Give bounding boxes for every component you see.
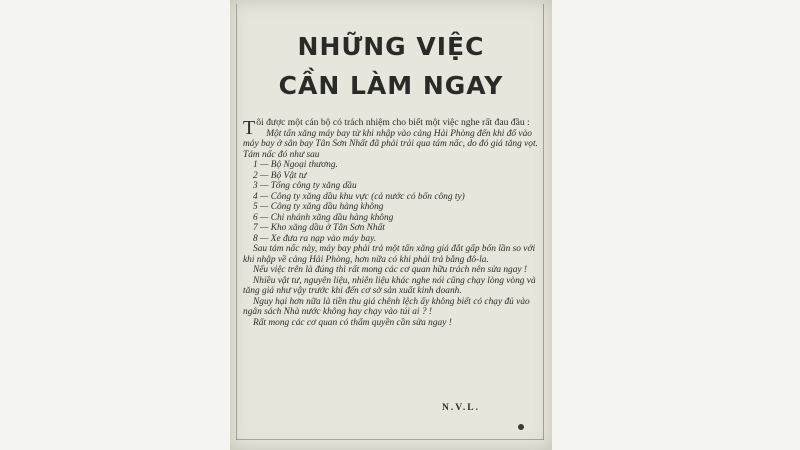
drop-cap: T: [243, 117, 256, 139]
step-item: 2 — Bộ Vật tư: [253, 170, 307, 181]
intro-text: ôi được một cán bộ có trách nhiệm cho biết một việc nghe rất đau đầu :: [256, 117, 530, 128]
paragraph-1: Một tấn xăng máy bay từ khi nhập vào cảng Hải Phòng đến khi đổ vào máy bay ở sân bay Tân Sơn Nhất đã phải trải qua tám nấc, do đó giá tăng vọt. Tám nấc đó như sau: [243, 128, 538, 160]
step-item: 1 — Bộ Ngoại thương.: [253, 160, 338, 170]
article-body: [243, 118, 538, 328]
ink-dot: [518, 424, 524, 430]
step-item: 8 — Xe đưa ra nạp vào máy bay.: [253, 233, 377, 244]
step-item: 3 — Tổng công ty xăng dầu: [253, 181, 357, 191]
author-signature: N.V.L.: [442, 403, 480, 413]
paragraph-5: Nguy hại hơn nữa là tiền thu giá chênh lệch ấy không biết có chạy đủ vào ngân sách Nhà nước không hay chạy vào túi ai ? !: [243, 296, 530, 317]
step-item: 6 — Chi nhánh xăng dầu hàng không: [253, 212, 394, 223]
paragraph-2: Sau tám nấc này, máy bay phải trả một tấn xăng giá đắt gấp bốn lần so với khi nhập về cảng Hải Phòng, hơn nữa có khi phải trả bằng đô-la.: [243, 244, 536, 265]
step-item: 5 — Công ty xăng dầu hàng không: [253, 202, 384, 212]
step-item: 7 — Kho xăng dầu ở Tân Sơn Nhất: [253, 223, 385, 233]
paragraph-3: Nếu việc trên là đúng thì rất mong các cơ quan hữu trách nên sửa ngay !: [253, 265, 528, 275]
newspaper-clipping: [230, 0, 552, 450]
bottom-border-rule: [236, 439, 544, 440]
steps-list: [243, 160, 538, 244]
headline-line-1: NHỮNG VIỆC: [297, 32, 485, 61]
left-border-rule: [236, 4, 237, 440]
intro-paragraph: [243, 117, 538, 139]
headline-line-2: CẦN LÀM NGAY: [278, 71, 504, 100]
right-border-rule: [543, 4, 544, 440]
paragraph-6: Rất mong các cơ quan có thẩm quyền cần sửa ngay !: [253, 317, 452, 328]
step-item: 4 — Công ty xăng dầu khu vực (cả nước có bốn công ty): [253, 191, 465, 202]
paragraph-4: Nhiều vật tư, nguyên liệu, nhiên liệu khác nghe nói cũng chạy lòng vòng và tăng giá như vậy trước khi đến cơ sở sản xuất kinh doanh.: [243, 275, 536, 296]
